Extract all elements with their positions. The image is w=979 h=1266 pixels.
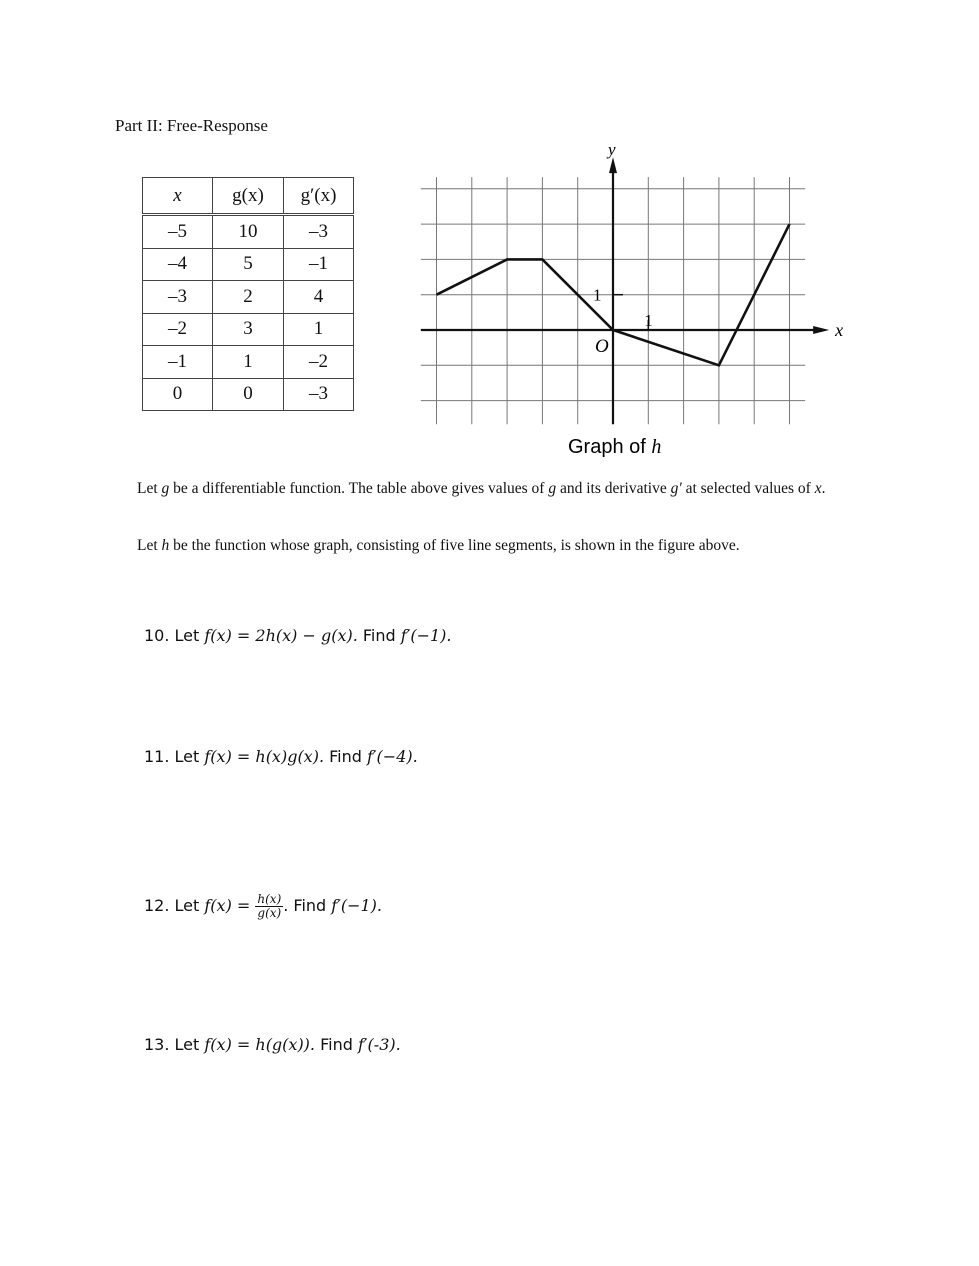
table-row: [143, 248, 354, 281]
question-11: 11. Let f(x) = h(x)g(x). Find f′(−4).: [144, 747, 418, 766]
table-row: [143, 346, 354, 379]
cell-x: –1: [143, 346, 213, 379]
cell-gprime: –3: [284, 378, 354, 411]
cell-gx: 0: [213, 378, 284, 411]
y-axis-label: y: [608, 140, 616, 160]
question-10: 10. Let f(x) = 2h(x) − g(x). Find f′(−1).: [144, 626, 452, 645]
axes: [421, 157, 829, 424]
cell-gprime: 1: [284, 313, 354, 346]
y-tick-label: 1: [593, 285, 602, 305]
page-title: Part II: Free-Response: [115, 116, 268, 135]
cell-x: –5: [143, 215, 213, 249]
cell-gprime: 4: [284, 281, 354, 314]
header-gx: g(x): [213, 178, 284, 215]
description-paragraph-1: Let g be a differentiable function. The table above gives values of g and its derivative g′ at selected values of x.: [137, 480, 826, 497]
values-table: [142, 177, 354, 411]
table-row: [143, 215, 354, 249]
cell-x: –3: [143, 281, 213, 314]
table-row: [143, 281, 354, 314]
graph-caption: Graph of h: [568, 436, 662, 458]
question-12: 12. Let f(x) = $\frac{h(x)}{g(x)}$ . Find f′(−1).: [144, 892, 383, 920]
y-axis-arrow: [609, 157, 617, 173]
cell-gx: 2: [213, 281, 284, 314]
table-row: [143, 313, 354, 346]
x-axis-arrow: [813, 326, 829, 334]
cell-x: 0: [143, 378, 213, 411]
cell-x: –2: [143, 313, 213, 346]
origin-label: O: [595, 336, 609, 357]
table-header-row: [143, 178, 354, 215]
graph-of-h: [408, 140, 848, 470]
cell-gx: 1: [213, 346, 284, 379]
header-gprime: g′(x): [284, 178, 354, 215]
header-x: x: [143, 178, 213, 215]
cell-gprime: –3: [284, 215, 354, 249]
question-13: 13. Let f(x) = h(g(x)). Find f′(-3).: [144, 1035, 401, 1054]
x-tick-label: 1: [644, 311, 653, 330]
cell-gx: 10: [213, 215, 284, 249]
cell-gprime: –2: [284, 346, 354, 379]
cell-gx: 3: [213, 313, 284, 346]
x-axis-label: x: [835, 320, 844, 340]
cell-gprime: –1: [284, 248, 354, 281]
fraction: $\frac{h(x)}{g(x)}$: [257, 892, 282, 920]
cell-gx: 5: [213, 248, 284, 281]
cell-x: –4: [143, 248, 213, 281]
description-paragraph-2: Let h be the function whose graph, consisting of five line segments, is shown in the figure above.: [137, 537, 740, 554]
table-row: [143, 378, 354, 411]
